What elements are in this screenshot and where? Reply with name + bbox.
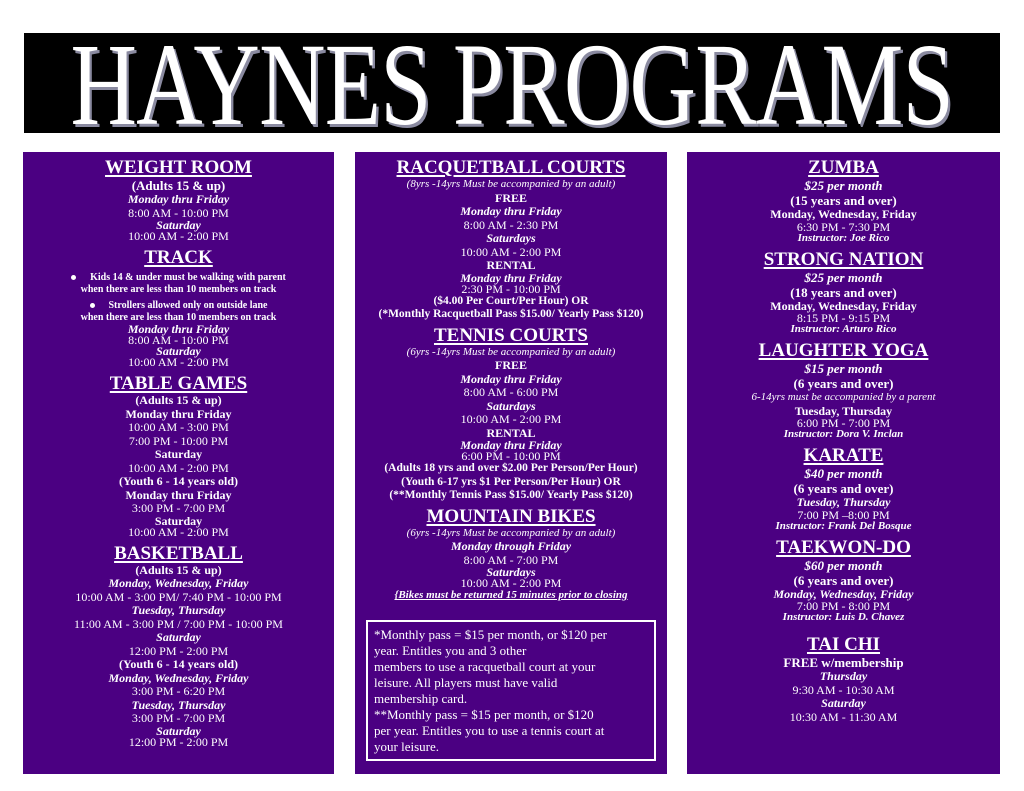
days-label: Saturday (156, 630, 201, 644)
age-label: (Adults 15 & up) (135, 562, 222, 577)
time-label: 10:00 AM - 2:00 PM (460, 576, 562, 590)
price-label: $25 per month (804, 269, 883, 285)
days-label: Monday, Wednesday, Friday (770, 298, 917, 313)
days-label: Monday thru Friday (125, 406, 232, 421)
days-label: Tuesday, Thursday (131, 697, 226, 712)
bullet-continuation: when there are less than 10 members on track (80, 284, 277, 295)
time-label: 10:30 AM - 11:30 AM (789, 709, 898, 724)
section-tai-chi (687, 635, 1000, 724)
price-label: ($4.00 Per Court/Per Hour) OR (433, 294, 589, 307)
days-label: Saturday (156, 218, 201, 232)
time-label: 10:00 AM - 2:00 PM (128, 460, 229, 475)
price-label: $60 per month (804, 557, 883, 573)
time-label: 10:00 AM - 2:00 PM (460, 412, 562, 426)
price-label: (*Monthly Racquetball Pass $15.00/ Yearly Pass $120) (378, 308, 644, 320)
days-label: Tuesday, Thursday (796, 495, 891, 509)
days-label: Monday thru Friday (460, 371, 562, 386)
time-label: 10:00 AM - 2:00 PM (128, 229, 229, 243)
title-banner (24, 33, 1000, 133)
bullet-item: Kids 14 & under must be walking with parent (23, 272, 334, 284)
time-label: 7:00 PM –8:00 PM (797, 507, 890, 522)
price-label: (**Monthly Tennis Pass $15.00/ Yearly Pass $120) (389, 489, 633, 501)
days-label: Saturday (154, 447, 203, 461)
days-label: Monday thru Friday (127, 322, 230, 336)
days-label: Saturdays (486, 231, 536, 245)
instructor-label: Instructor: Frank Del Bosque (775, 519, 912, 532)
pass-notes-box (366, 620, 656, 761)
age-label: (18 years and over) (790, 284, 897, 300)
note-line: **Monthly pass = $15 per month, or $120 (374, 707, 594, 722)
bullet-icon (90, 303, 95, 308)
days-label: Saturday (156, 723, 201, 738)
price-label: $15 per month (804, 361, 883, 376)
age-label: (Youth 6 - 14 years old) (119, 657, 238, 671)
panel-right (687, 152, 1000, 774)
section-heading: TENNIS COURTS (433, 324, 588, 346)
section-heading: ZUMBA (808, 157, 879, 178)
time-label: 8:00 AM - 7:00 PM (463, 552, 559, 567)
section-heading: STRONG NATION (763, 248, 924, 270)
rental-label: RENTAL (486, 425, 536, 440)
section-taekwondo (687, 538, 1000, 624)
note-line: *Monthly pass = $15 per month, or $120 per (374, 627, 608, 642)
price-label: $25 per month (804, 178, 883, 193)
age-label: (6 years and over) (793, 376, 894, 391)
note-line: per year. Entitles you to use a tennis court at (374, 723, 605, 738)
page-title: HAYNES PROGRAMS (70, 33, 954, 133)
age-label: (6 years and over) (793, 481, 894, 496)
return-note: {Bikes must be returned 15 minutes prior to closing (394, 589, 628, 601)
panel-middle (355, 152, 667, 774)
time-label: 10:00 AM - 3:00 PM (128, 420, 229, 434)
days-label: Tuesday, Thursday (131, 603, 226, 617)
days-label: Monday thru Friday (460, 438, 562, 452)
age-note: (8yrs -14yrs Must be accompanied by an adult) (406, 178, 616, 190)
section-heading: LAUGHTER YOGA (758, 340, 929, 361)
rental-label: RENTAL (486, 258, 536, 272)
note-line: year. Entitles you and 3 other (374, 643, 527, 658)
time-label: 10:00 AM - 2:00 PM (460, 244, 562, 259)
time-label: 6:00 PM - 7:00 PM (796, 416, 891, 430)
bullet-item: Strollers allowed only on outside lane (23, 300, 334, 312)
free-label: FREE (494, 358, 527, 372)
age-label: (Adults 15 & up) (135, 393, 222, 407)
age-note: (6yrs -14yrs Must be accompanied by an adult) (406, 345, 616, 358)
age-label: (6 years and over) (793, 572, 894, 588)
time-label: 3:00 PM - 7:00 PM (131, 711, 226, 725)
instructor-label: Instructor: Joe Rico (797, 231, 890, 244)
days-label: Thursday (819, 669, 868, 683)
time-label: 7:00 PM - 10:00 PM (128, 433, 229, 448)
time-label: 3:00 PM - 6:20 PM (131, 684, 226, 698)
section-heading: TAI CHI (806, 634, 881, 655)
section-laughter-yoga (687, 341, 1000, 440)
price-label: (Youth 6-17 yrs $1 Per Person/Per Hour) OR (401, 475, 621, 488)
age-note: (6yrs -14yrs Must be accompanied by an adult) (406, 526, 616, 539)
section-tennis (355, 326, 667, 503)
note-line: membership card. (374, 691, 468, 706)
free-label: FREE (494, 190, 527, 205)
days-label: Monday, Wednesday, Friday (770, 207, 917, 221)
time-label: 7:00 PM - 8:00 PM (796, 599, 891, 613)
instructor-label: Instructor: Luis D. Chavez (782, 611, 905, 623)
time-label: 8:00 AM - 2:30 PM (463, 217, 559, 232)
days-label: Saturdays (486, 565, 536, 579)
price-label: (Adults 18 yrs and over $2.00 Per Person/Per Hour) (384, 462, 638, 474)
time-label: 10:00 AM - 3:00 PM/ 7:40 PM - 10:00 PM (75, 589, 282, 604)
section-heading: KARATE (803, 445, 884, 466)
section-mountain-bikes (355, 507, 667, 603)
days-label: Saturdays (486, 398, 536, 413)
days-label: Monday, Wednesday, Friday (108, 576, 249, 590)
time-label: 10:00 AM - 2:00 PM (128, 524, 229, 539)
time-label: 2:30 PM - 10:00 PM (461, 281, 561, 296)
days-label: Monday, Wednesday, Friday (108, 670, 249, 685)
time-label: 12:00 PM - 2:00 PM (128, 734, 229, 749)
days-label: Saturday (821, 696, 866, 710)
time-label: 8:00 AM - 6:00 PM (463, 385, 559, 399)
time-label: 11:00 AM - 3:00 PM / 7:00 PM - 10:00 PM (74, 616, 283, 631)
days-label: Saturday (154, 513, 203, 528)
panel-left (23, 152, 334, 774)
days-label: Tuesday, Thursday (794, 403, 893, 418)
instructor-label: Instructor: Dora V. Inclan (783, 428, 904, 440)
time-label: 9:30 AM - 10:30 AM (792, 682, 895, 697)
section-karate (687, 446, 1000, 532)
section-zumba (687, 158, 1000, 244)
section-heading: RACQUETBALL COURTS (396, 157, 626, 178)
section-heading: TRACK (144, 247, 213, 268)
section-weight-room (23, 158, 334, 242)
days-label: Saturday (156, 344, 201, 358)
price-label: FREE w/membership (783, 655, 904, 670)
time-label: 3:00 PM - 7:00 PM (131, 501, 226, 515)
age-label: (Youth 6 - 14 years old) (119, 474, 238, 488)
section-heading: WEIGHT ROOM (105, 157, 252, 178)
time-label: 8:00 AM - 10:00 PM (128, 205, 229, 220)
age-note: 6-14yrs must be accompanied by a parent (751, 391, 936, 403)
time-label: 10:00 AM - 2:00 PM (128, 355, 229, 369)
days-label: Monday through Friday (450, 539, 572, 553)
time-label: 12:00 PM - 2:00 PM (128, 643, 229, 658)
days-label: Monday thru Friday (460, 270, 562, 285)
days-label: Monday thru Friday (127, 192, 230, 206)
note-line: members to use a racquetball court at your (374, 659, 596, 674)
bullet-continuation: when there are less than 10 members on track (80, 312, 277, 323)
time-label: 8:15 PM - 9:15 PM (796, 311, 891, 325)
days-label: Monday thru Friday (460, 204, 562, 218)
bullet-icon (71, 275, 76, 280)
time-label: 6:00 PM - 10:00 PM (461, 449, 561, 463)
section-strong-nation (687, 250, 1000, 336)
section-heading: TAEKWON-DO (776, 536, 911, 558)
age-label: (15 years and over) (790, 193, 897, 208)
section-heading: TABLE GAMES (109, 373, 248, 394)
section-basketball (23, 544, 334, 748)
instructor-label: Instructor: Arturo Rico (790, 323, 897, 335)
note-line: your leisure. (374, 739, 439, 754)
age-label: (Adults 15 & up) (131, 178, 226, 193)
days-label: Monday thru Friday (125, 487, 232, 502)
time-label: 6:30 PM - 7:30 PM (796, 219, 891, 234)
note-line: leisure. All players must have valid (374, 675, 558, 690)
days-label: Monday, Wednesday, Friday (773, 586, 914, 601)
price-label: $40 per month (804, 466, 883, 481)
section-table-games (23, 374, 334, 538)
section-racquetball (355, 158, 667, 322)
section-track (23, 248, 334, 368)
section-heading: MOUNTAIN BIKES (426, 505, 596, 527)
section-heading: BASKETBALL (114, 542, 243, 564)
time-label: 8:00 AM - 10:00 PM (128, 333, 229, 347)
